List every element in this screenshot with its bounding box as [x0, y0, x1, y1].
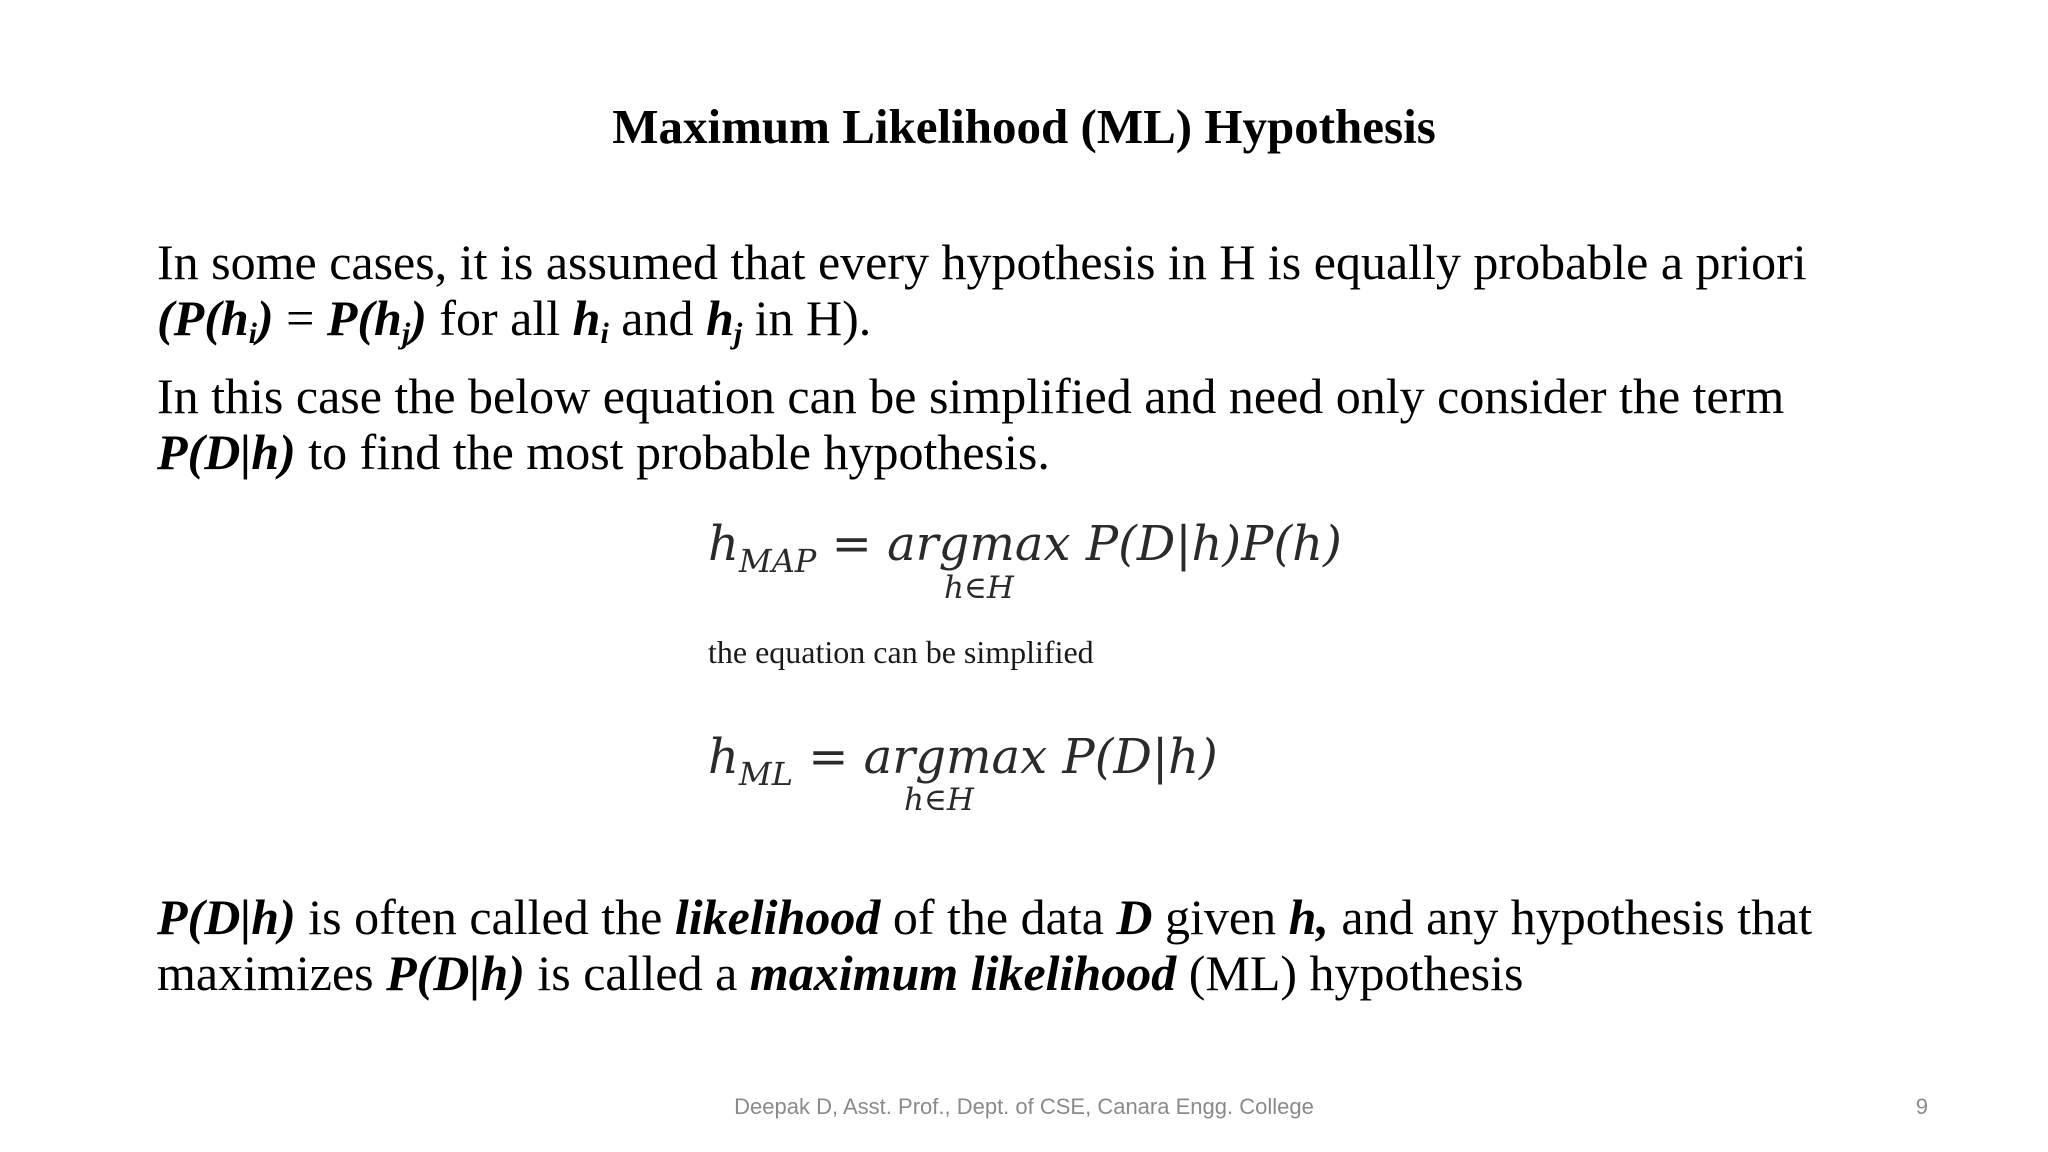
- para4-line1: P(D|h) is often called the likelihood of the data D given h, and any hypothesis that: [157, 889, 1813, 945]
- footer-credit: Deepak D, Asst. Prof., Dept. of CSE, Canara Engg. College: [734, 1094, 1314, 1119]
- page-number: 9: [1915, 1094, 1928, 1119]
- slide-title: Maximum Likelihood (ML) Hypothesis: [612, 99, 1436, 154]
- equation-note: the equation can be simplified: [708, 634, 1094, 670]
- para4-line2: maximizes P(D|h) is called a maximum likelihood (ML) hypothesis: [157, 945, 1524, 1001]
- paragraph-equal-priors: [157, 234, 1917, 350]
- equation-h-ml-subscript: h∈H: [904, 782, 974, 818]
- paragraph-likelihood-definition: [157, 889, 1917, 1001]
- para2-line1: In this case the below equation can be simplified and need only consider the term: [157, 368, 1785, 424]
- equation-h-map-subscript: h∈H: [944, 570, 1014, 606]
- para1-line1: In some cases, it is assumed that every hypothesis in H is equally probable a priori: [157, 234, 1807, 290]
- para1-line2: ($P(h_i) = P(h_j)$ for all $h_i$ and $h_j$ in H).: [157, 290, 872, 350]
- para2-line2: P(D|h) to find the most probable hypothesis.: [157, 424, 1050, 480]
- equation-h-map: $h_{MAP} = argmax$ P(D|h)P(h): [708, 516, 1342, 580]
- equation-h-ml: $h_{ML} = argmax$ P(D|h): [708, 729, 1218, 793]
- paragraph-simplification: [157, 368, 1917, 480]
